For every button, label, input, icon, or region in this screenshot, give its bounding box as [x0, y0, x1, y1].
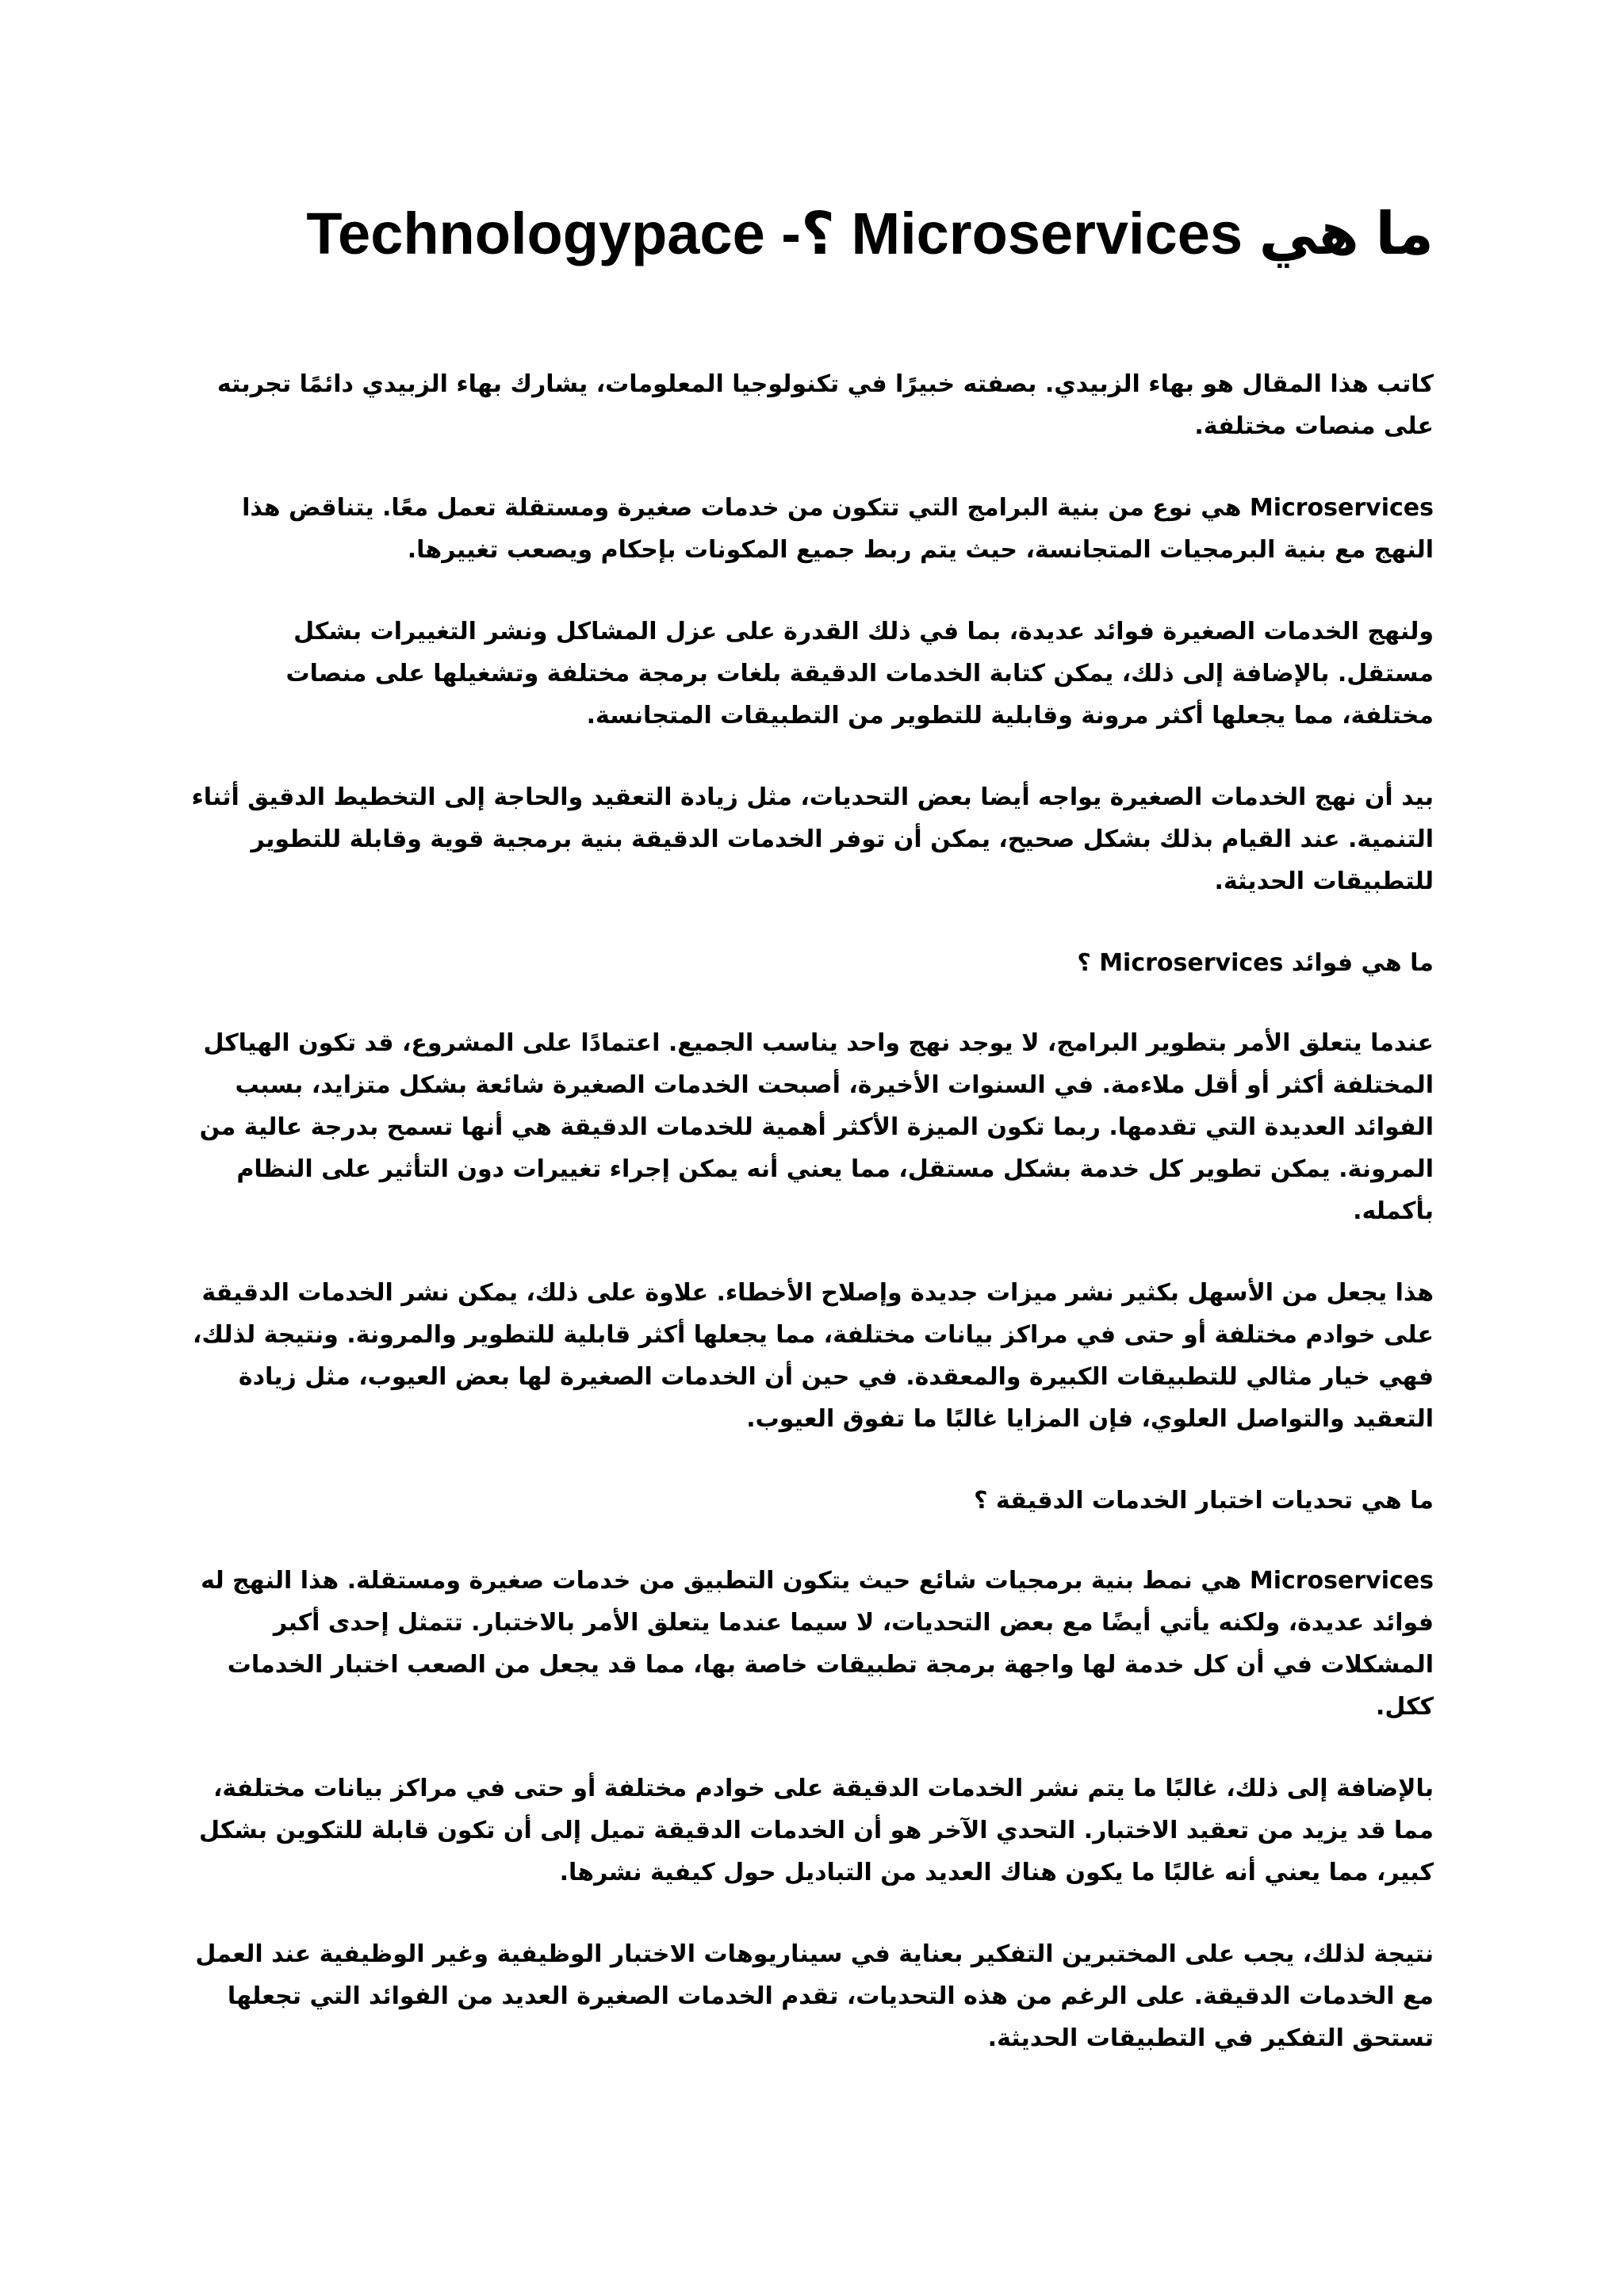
conclusion-paragraph: نتيجة لذلك، يجب على المختبرين التفكير بعناية في سيناريوهات الاختبار الوظيفية وغير الوظيفية عند العمل مع الخدمات الدقيقة. على الرغم من هذه التحديات، تقدم الخدمات الصغيرة العديد من الفوائد التي تجعلها تستحق التفكير في التطبيقات الحديثة.	[195, 1940, 1434, 2052]
testing-paragraph-2: بالإضافة إلى ذلك، غالبًا ما يتم نشر الخدمات الدقيقة على خوادم مختلفة أو حتى في مراكز بيانات مختلفة، مما قد يزيد من تعقيد الاختبار. التحدي الآخر هو أن الخدمات الدقيقة تميل إلى أن تكون قابلة للتكوين بشكل كبير، مما يعني أنه غالبًا ما يكون هناك العديد من التباديل حول كيفية نشرها.	[199, 1775, 1434, 1886]
author-paragraph: كاتب هذا المقال هو بهاء الزبيدي. بصفته خبيرًا في تكنولوجيا المعلومات، يشارك بهاء الزبيدي دائمًا تجربته على منصات مختلفة.	[216, 370, 1434, 440]
definition-paragraph: Microservices هي نوع من بنية البرامج التي تتكون من خدمات صغيرة ومستقلة تعمل معًا. يتناقض هذا النهج مع بنية البرمجيات المتجانسة، حيث يتم ربط جميع المكونات بإحكام ويصعب تغييرها.	[242, 494, 1434, 564]
benefits-intro-paragraph: ولنهج الخدمات الصغيرة فوائد عديدة، بما في ذلك القدرة على عزل المشاكل ونشر التغييرات بشكل مستقل. بالإضافة إلى ذلك، يمكن كتابة الخدمات الدقيقة بلغات برمجة مختلفة وتشغيلها على منصات مختلفة، مما يجعلها أكثر مرونة وقابلية للتطوير من التطبيقات المتجانسة.	[285, 618, 1434, 730]
benefits-paragraph-2: هذا يجعل من الأسهل بكثير نشر ميزات جديدة وإصلاح الأخطاء. علاوة على ذلك، يمكن نشر الخدمات الدقيقة على خوادم مختلفة أو حتى في مراكز بيانات مختلفة، مما يجعلها أكثر قابلية للتطوير والمرونة. ونتيجة لذلك، فهي خيار مثالي للتطبيقات الكبيرة والمعقدة. في حين أن الخدمات الصغيرة لها بعض العيوب، مثل زيادة التعقيد والتواصل العلوي، فإن المزايا غالبًا ما تفوق العيوب.	[192, 1279, 1434, 1433]
document-title: ما هي Microservices ؟- Technologypace	[306, 201, 1434, 266]
challenges-intro-paragraph: بيد أن نهج الخدمات الصغيرة يواجه أيضا بعض التحديات، مثل زيادة التعقيد والحاجة إلى التخطيط الدقيق أثناء التنمية. عند القيام بذلك بشكل صحيح، يمكن أن توفر الخدمات الدقيقة بنية برمجية قوية وقابلة للتطوير للتطبيقات الحديثة.	[191, 783, 1434, 895]
benefits-heading: ما هي فوائد Microservices ؟	[1077, 949, 1434, 977]
testing-paragraph-1: Microservices هي نمط بنية برمجيات شائع حيث يتكون التطبيق من خدمات صغيرة ومستقلة. هذا النهج له فوائد عديدة، ولكنه يأتي أيضًا مع بعض التحديات، لا سيما عندما يتعلق الأمر بالاختبار. تتمثل إحدى أكبر المشكلات في أن كل خدمة لها واجهة برمجة تطبيقات خاصة بها، مما قد يجعل من الصعب اختبار الخدمات ككل.	[201, 1567, 1434, 1721]
testing-challenges-heading: ما هي تحديات اختبار الخدمات الدقيقة ؟	[974, 1487, 1434, 1515]
benefits-paragraph-1: عندما يتعلق الأمر بتطوير البرامج، لا يوجد نهج واحد يناسب الجميع. اعتمادًا على المشروع، قد تكون الهياكل المختلفة أكثر أو أقل ملاءمة. في السنوات الأخيرة، أصبحت الخدمات الصغيرة شائعة بشكل متزايد، بسبب الفوائد العديدة التي تقدمها. ربما تكون الميزة الأكثر أهمية للخدمات الدقيقة هي أنها تسمح بدرجة عالية من المرونة. يمكن تطوير كل خدمة بشكل مستقل، مما يعني أنه يمكن إجراء تغييرات دون التأثير على النظام بأكمله.	[199, 1029, 1434, 1225]
